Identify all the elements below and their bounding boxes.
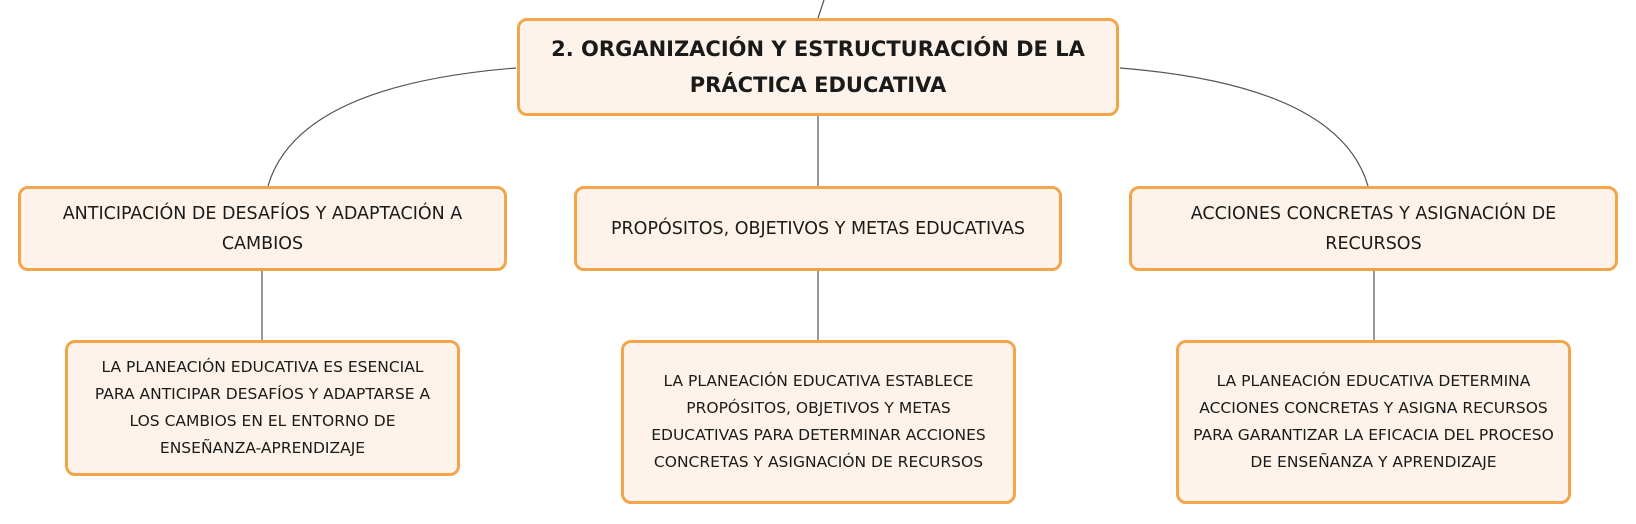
root-node-label: 2. ORGANIZACIÓN Y ESTRUCTURACIÓN DE LA PRÁCTICA EDUCATIVA bbox=[551, 37, 1085, 97]
branch-node-label: ACCIONES CONCRETAS Y ASIGNACIÓN DE RECURSOS bbox=[1190, 203, 1557, 254]
connector-root-to-branch-1 bbox=[268, 68, 516, 186]
branch-node-anticipacion[interactable] bbox=[18, 186, 507, 271]
detail-node-text: LA PLANEACIÓN EDUCATIVA ESTABLECE PROPÓSITOS, OBJETIVOS Y METAS EDUCATIVAS PARA DETERMINAR ACCIONES CONCRETAS Y ASIGNACIÓN DE RECURSOS bbox=[651, 372, 986, 471]
branch-node-label: ANTICIPACIÓN DE DESAFÍOS Y ADAPTACIÓN A CAMBIOS bbox=[62, 203, 463, 254]
detail-node-anticipacion[interactable] bbox=[65, 340, 460, 476]
detail-node-text: LA PLANEACIÓN EDUCATIVA ES ESENCIAL PARA ANTICIPAR DESAFÍOS Y ADAPTARSE A LOS CAMBIOS EN EL ENTORNO DE ENSEÑANZA-APRENDIZAJE bbox=[94, 358, 431, 457]
detail-node-acciones[interactable] bbox=[1176, 340, 1571, 504]
branch-node-label: PROPÓSITOS, OBJETIVOS Y METAS EDUCATIVAS bbox=[610, 218, 1026, 239]
connector-root-to-branch-3 bbox=[1120, 68, 1368, 186]
root-node[interactable] bbox=[517, 18, 1119, 116]
branch-node-propositos[interactable] bbox=[574, 186, 1062, 271]
detail-node-text: LA PLANEACIÓN EDUCATIVA DETERMINA ACCIONES CONCRETAS Y ASIGNA RECURSOS PARA GARANTIZAR LA EFICACIA DEL PROCESO DE ENSEÑANZA Y APRENDIZAJE bbox=[1193, 372, 1554, 471]
connector-from-parent bbox=[818, 0, 824, 18]
detail-node-propositos[interactable] bbox=[621, 340, 1016, 504]
branch-node-acciones[interactable] bbox=[1129, 186, 1618, 271]
